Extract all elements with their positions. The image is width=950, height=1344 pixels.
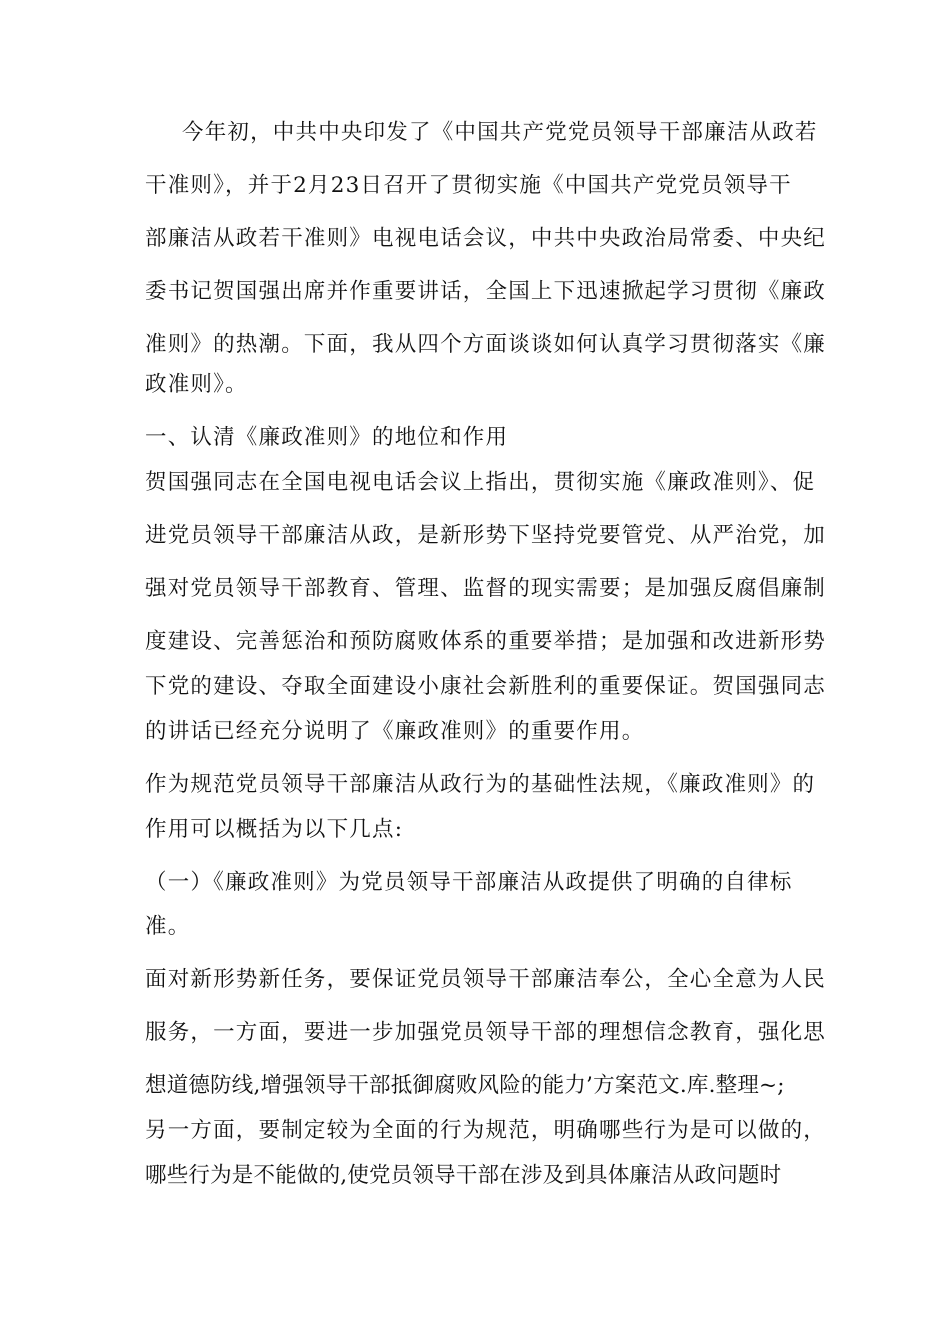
paragraph-line: 另一方面，要制定较为全面的行为规范，明确哪些行为是可以做的， (145, 1118, 827, 1143)
paragraph-line: 政准则》。 (145, 372, 248, 397)
paragraph-line: 委书记贺国强出席并作重要讲话，全国上下迅速掀起学习贯彻《廉政 (145, 279, 827, 304)
paragraph-line: 准则》的热潮。下面，我从四个方面谈谈如何认真学习贯彻落实《廉 (145, 332, 827, 357)
paragraph-line: 部廉洁从政若干准则》电视电话会议，中共中央政治局常委、中央纪 (145, 226, 827, 251)
paragraph-line: 今年初，中共中央印发了《中国共产党党员领导干部廉洁从政若 (182, 120, 818, 145)
paragraph-line: 哪些行为是不能做的,使党员领导干部在涉及到具体廉洁从政问题时 (145, 1163, 782, 1188)
paragraph-line: 进党员领导干部廉洁从政，是新形势下坚持党要管党、从严治党，加 (145, 523, 827, 548)
paragraph-line: 面对新形势新任务，要保证党员领导干部廉洁奉公，全心全意为人民 (145, 967, 827, 992)
section-heading: 一、认清《廉政准则》的地位和作用 (145, 425, 509, 450)
paragraph-line: 作用可以概括为以下几点: (145, 817, 404, 842)
subsection-heading: 准。 (145, 914, 191, 939)
paragraph-line: 想道德防线,增强领导干部抵御腐败风险的能力’方案范文.库.整理~; (145, 1073, 785, 1098)
paragraph-line: 服务，一方面，要进一步加强党员领导干部的理想信念教育，强化思 (145, 1020, 827, 1045)
paragraph-line: 干准则》，并于2月23日召开了贯彻实施《中国共产党党员领导干 (145, 173, 792, 198)
paragraph-line: 下党的建设、夺取全面建设小康社会新胜利的重要保证。贺国强同志 (145, 674, 827, 699)
subsection-heading: （一）《廉政准则》为党员领导干部廉洁从政提供了明确的自律标 (145, 870, 793, 895)
paragraph-line: 强对党员领导干部教育、管理、监督的现实需要；是加强反腐倡廉制 (145, 576, 827, 601)
paragraph-line: 的讲话已经充分说明了《廉政准则》的重要作用。 (145, 719, 645, 744)
paragraph-line: 作为规范党员领导干部廉洁从政行为的基础性法规，《廉政准则》的 (145, 772, 816, 797)
paragraph-line: 度建设、完善惩治和预防腐败体系的重要举措；是加强和改进新形势 (145, 629, 827, 654)
paragraph-line: 贺国强同志在全国电视电话会议上指出，贯彻实施《廉政准则》、促 (145, 470, 816, 495)
